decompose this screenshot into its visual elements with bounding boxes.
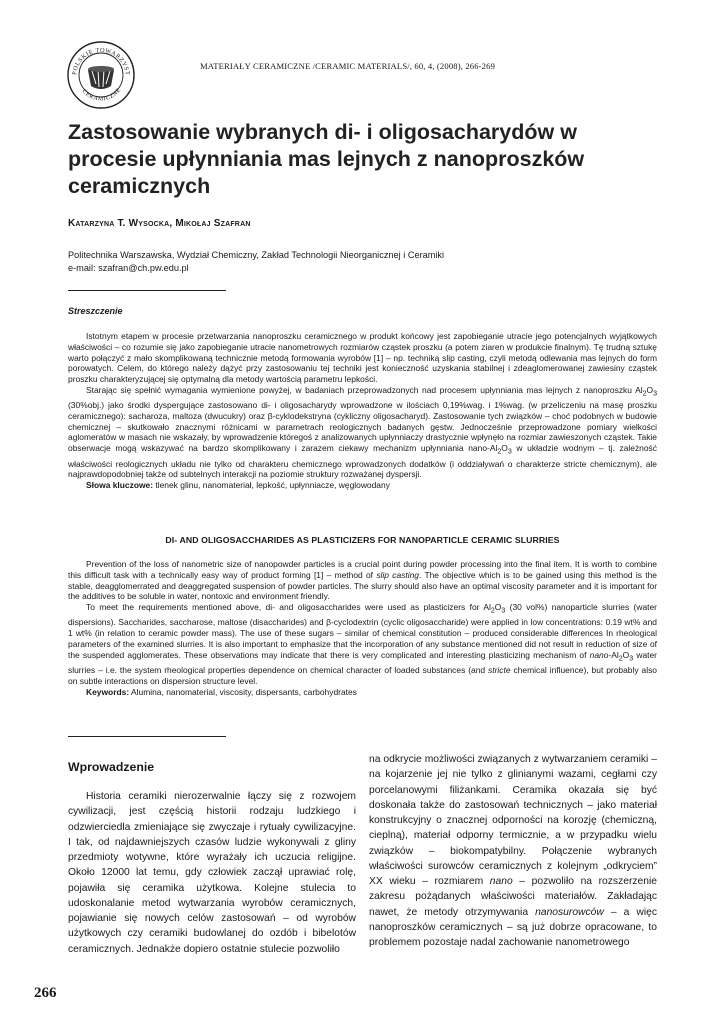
intro-left-column bbox=[68, 789, 356, 957]
society-seal-icon bbox=[66, 40, 136, 110]
keywords-pl: Słowa kluczowe: tlenek glinu, nanomateriał, lepkość, upłynniacze, węglowodany bbox=[86, 480, 390, 491]
intro-paragraph: na odkrycie możliwości związanych z wytwarzaniem ceramiki – na kojarzenie jej nie tylko z glinianymi wazami, cegłami czy porcelanowymi filiżankami. Ceramika okazała się być doskonała także do zastosowań technicznych – jako materiał konstrukcyjny o znacznej odporności na korozję (chemiczną, cieplną), materiał odporny termicznie, a w przypadku wielu związków – biokompatybilny. Połączenie wybranych właściwości surowców ceramicznych z kolejnym „odkryciem” XX wieku – rozmiarem nano – pozwoliło na rozszerzenie zakresu pożądanych właściwości materiałów. Zakładając nawet, że metody otrzymywania nanosurowców – a więc nanoproszków ceramicznych – są już dobrze opracowane, to problemem pozostaje nadal zachowanie nanometrowego bbox=[369, 754, 657, 948]
authors: Katarzyna T. Wysocka, Mikołaj Szafran bbox=[68, 218, 251, 229]
page-number: 266 bbox=[34, 985, 57, 1001]
abstract-en bbox=[68, 559, 657, 697]
abstract-en-paragraph: To meet the requirements mentioned above, di- and oligosaccharides were used as plasticizers for $Al_2O_3$ (30 vol%) nanoparticle slurries (water dispersions). Saccharides, saccharose, maltose (disaccharides) and β-cyclodextrin (cyclic oligosaccharide) were applied in low concentrations: 0.19 wt% and 1 wt% (in relation to ceramic powder mass). The use of these sugars – similar of chemical constitution – produced considerable differences In rheological parameters of the examined slurries. It is also important to emphasize that the incorporation of any substance mentioned did not result in reduction of size of the suspended agglomerates. These observations may indicate that there is very complicated and interesting plasticizing mechanism of nano-$Al_2O_3$ water slurries – i.e. the system rheological properties dependence on chemical character of loaded substances (and stricte chemical influence), but probably also on subtle interactions on dispersion structure level. bbox=[68, 602, 657, 686]
english-title: DI- AND OLIGOSACCHARIDES AS PLASTICIZERS FOR NANOPARTICLE CERAMIC SLURRIES bbox=[165, 535, 560, 545]
abstract-heading: Streszczenie bbox=[68, 306, 123, 316]
email: e-mail: szafran@ch.pw.edu.pl bbox=[68, 263, 189, 273]
divider bbox=[68, 736, 226, 737]
svg-text:CERAMICZNE: CERAMICZNE bbox=[80, 87, 123, 103]
divider bbox=[68, 290, 226, 291]
society-logo bbox=[66, 40, 136, 110]
journal-citation: MATERIAŁY CERAMICZNE /CERAMIC MATERIALS/, 60, 4, (2008), 266-269 bbox=[200, 61, 496, 71]
intro-paragraph: Historia ceramiki nierozerwalnie łączy się z rozwojem cywilizacji, jest częścią historii rodzaju ludzkiego i odzwierciedla zmieniające się zwyczaje i rytuały cywilizacyjne. I tak, od najdawniejszych czasów ludzie wykonywali z gliny przedmioty wotywne, które wyrażały ich uczucia religijne. Około 12000 lat temu, gdy człowiek zaczął uprawiać rolę, pojawiła się ceramika użytkowa. Kolejne stulecia to udoskonalanie metod wytwarzania wyrobów ceramicznych, pojawianie się nowych celów zastosowań – od wyrobów użytkowych czy ceramiki budowlanej do ozdób i bibelotów ceramicznych. Jednakże dopiero ostatnie stulecie pozwoliło bbox=[68, 791, 356, 955]
abstract-pl bbox=[68, 331, 657, 491]
affiliation-block bbox=[68, 249, 668, 275]
abstract-pl-paragraph: Istotnym etapem w procesie przetwarzania nanoproszku ceramicznego w produkt końcowy jest zapobieganie utracie jego potencjalnych wyjątkowych właściwości – co rozumie się jako zapobieganie utracie nanometrowych rozmiarów cząstek proszku (a potem ziaren w produkcie finalnym). Tę trudną sztukę warto połączyć z mało skomplikowaną technicznie metodą formowania wyrobów [1] – np. techniką slip casting, czyli metodą odlewania mas lejnych do form porowatych. Celem, do którego należy dążyć przy zastosowaniu tej techniki jest konieczność uzyskania stabilnej i zdeaglomerowanej zawiesiny cząstek proszku charakteryzującej się optymalną dla metody wartością parametru lepkości. bbox=[68, 331, 657, 384]
section-heading: Wprowadzenie bbox=[68, 760, 155, 774]
keywords-en: Keywords: Alumina, nanomaterial, viscosity, dispersants, carbohydrates bbox=[86, 686, 357, 697]
intro-right-column bbox=[369, 752, 657, 950]
affiliation: Politechnika Warszawska, Wydział Chemiczny, Zakład Technologii Nieorganicznej i Ceramiki bbox=[68, 250, 445, 260]
paper-title: Zastosowanie wybranych di- i oligosacharydów w procesie upłynniania mas lejnych z nanoproszków ceramicznych bbox=[68, 120, 585, 198]
svg-text:POLSKIE TOWARZYSTWO: POLSKIE TOWARZYST bbox=[71, 46, 132, 76]
abstract-pl-paragraph: Starając się spełnić wymagania wymienione powyżej, w badaniach przeprowadzonych nad procesem upłynniania mas lejnych z nanoproszku $Al_2O_3$ (30%obj.) jako środki dyspergujące zastosowano di- i oligosacharydy wprowadzone w ilościach 0,19%wag. i 1%wag. (w przeliczeniu na masę proszku ceramicznego): sacharoza, maltoza (dwucukry) oraz β-cyklodekstryna (cykliczny oligosacharyd). Zastosowanie tych związków – choć podobnych w budowie chemicznej – skutkowało znacznymi różnicami w parametrach reologicznych badanych gęstw. Jednocześnie przeprowadzone pomiary wielkości aglomeratów w masach nie wskazały, by wprowadzenie któregoś z analizowanych upłynniaczy drastycznie wpłynęło na rozmiar zawieszonych cząstek. Takie obserwacje mogą wskazywać na bardzo skomplikowany i zarazem ciekawy mechanizm upłynniania nano-$Al_2O_3$ w układzie wodnym – tj. zależność właściwości reologicznych układu nie tylko od charakteru chemicznego wprowadzonych dodatków (i oddziaływań o charakterze stricte chemicznym), ale najprawdopodobniej także od subtelnych interakcji na poziomie struktury rozważanej dyspersji. bbox=[68, 384, 657, 480]
abstract-en-paragraph: Prevention of the loss of nanometric size of nanopowder particles is a crucial point during powder processing into the final item. It is worth to combine this difficult task with a technically easy way of product forming [1] – method of slip casting. The objective which is to be gained using this method is the stable, deagglomerrated and deaggregated suspension of powder particles. The slurry should also have an optimal viscosity parameter and it is important for the additives to be soluble in water, nontoxic and environment friendly. bbox=[68, 559, 657, 602]
